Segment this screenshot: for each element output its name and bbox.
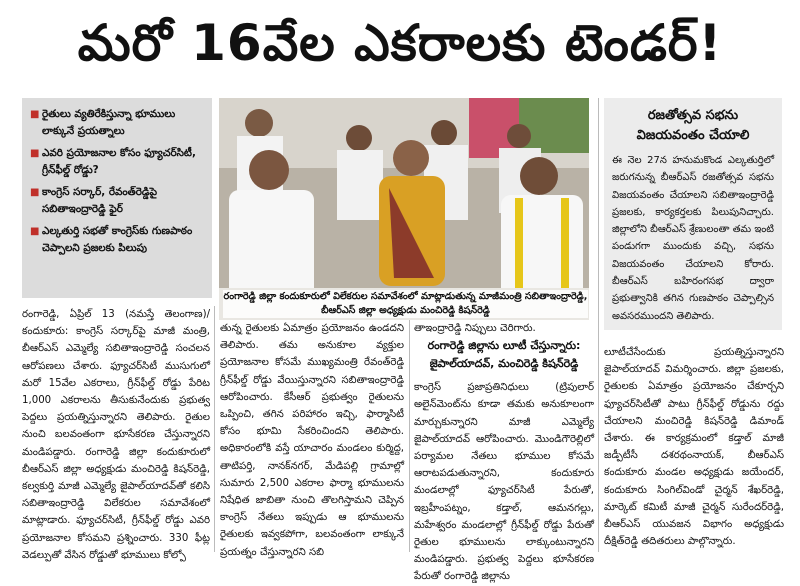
article-subheading: రంగారెడ్డి జిల్లాను లూటీ చేస్తున్నారు: జైపాల్‌యాదవ్, మంచిరెడ్డి కిషన్‌రెడ్డి	[427, 339, 581, 371]
bullet-square-icon: ■	[30, 226, 40, 237]
bullet-square-icon: ■	[30, 148, 40, 159]
sidebar-box	[604, 98, 782, 330]
press-meet-photo-image	[219, 98, 589, 320]
column-divider	[598, 98, 599, 552]
highlight-text: రైతులు వ్యతిరేకిస్తున్నా భూములు లాక్కునే ప్రయత్నాలు	[42, 108, 176, 137]
article-column-3	[414, 320, 594, 583]
highlight-item	[30, 223, 204, 257]
headline: మరో 16వేల ఎకరాలకు టెండర్!	[77, 14, 723, 72]
highlight-item	[30, 145, 204, 179]
highlight-text: ఎవరి ప్రయోజనాల కోసం ఫ్యూచర్‌సిటీ, గ్రీన్‌ఫీల్డ్ రోడ్డు?	[42, 147, 196, 176]
bullet-square-icon: ■	[30, 187, 40, 198]
highlight-item	[30, 106, 204, 140]
article-column-3-top: తాఇంద్రారెడ్డి నిప్పులు చెరిగారు.	[414, 323, 536, 334]
highlight-text: కాంగ్రెస్ సర్కార్, రేవంత్‌రెడ్డిపై సబితాఇంద్రారెడ్డి ఫైర్	[42, 186, 157, 215]
article-column-4: లూటీచేసేందుకు ప్రయత్నిస్తున్నారని జైపాల్‌యాదవ్ విమర్శించారు. జిల్లా ప్రజలకు, రైతులకు ఏమాత్రం ప్రయోజనం చేకూర్చని ఫ్యూచర్‌సిటీతో పాటు గ్రీన్‌ఫీల్డ్ రోడ్డును రద్దు చేయాలని మంచిరెడ్డి కిషన్‌రెడ్డి డిమాండ్ చేశారు. ఈ కార్యక్రమంలో కడ్తాల్ మాజీ జడ్పీటీసీ దశరథంనాయక్, బీఆర్‌ఎస్ కందుకూరు మండల అధ్యక్షుడు జయేందర్, కందుకూరు సింగిల్‌విండో చైర్మన్ శేఖర్‌రెడ్డి, మార్కెట్ కమిటీ మాజీ చైర్మన్ సురేందర్‌రెడ్డి, బీఆర్‌ఎస్ యువజన విభాగం అధ్యక్షుడు దీక్షిత్‌రెడ్డి తదితరులు పాల్గొన్నారు.	[604, 347, 784, 548]
photo-caption: రంగారెడ్డి జిల్లా కందుకూరులో విలేకరుల సమావేశంలో మాట్లాడుతున్న మాజీమంత్రి సబితాఇంద్రారెడ్డి, బీఆర్‌ఎస్ జిల్లా అధ్యక్షుడు మంచిరెడ్డి కిషన్‌రెడ్డి	[223, 291, 588, 316]
article-column-3-body: కాంగ్రెస్ ప్రజాప్రతినిధులు (ట్రిపులార్ అలైన్‌మెంట్‌ను కూడా తమకు అనుకూలంగా మార్చుకున్నారని మాజీ ఎమ్మెల్యే జైపాల్‌యాదవ్ ఆరోపించారు. మొండిగౌరెల్లిలో పర్యామల నేతలు భూముల కోసమే ఆరాటపడుతున్నారని, కందుకూరు మండలాల్లో ఫ్యూచర్‌సిటీ పేరుతో, ఇబ్రహీంపట్నం, కడ్తాల్, ఆమనగల్లు, మహేశ్వరం మండలాల్లో గ్రీన్‌ఫీల్డ్ రోడ్డు పేరుతో రైతుల భూములను లాక్కుంటున్నారని మండిపడ్డారు. ప్రభుత్వ పెద్దలు భూసేకరణ పేరుతో రంగారెడ్డి జిల్లాను	[414, 382, 594, 583]
article-column-2: తున్న రైతులకు ఏమాత్రం ప్రయోజనం ఉండదని తెలిపారు. తమ అనుకూల వ్యక్తుల ప్రయోజనాల కోసమే ముఖ్యమంత్రి రేవంత్‌రెడ్డి గ్రీన్‌ఫీల్డ్ రోడ్డు వేయిస్తున్నారని సబితాఇంద్రారెడ్డి ఆరోపించారు. కేసీఆర్ ప్రభుత్వం రైతులను ఒప్పించి, తగిన పరిహారం ఇచ్చి, ఫార్మాసిటీ కోసం భూమి సేకరించిందని తెలిపారు. అధికారంలోకి వస్తే యాచారం మండలం కుర్మిద్ద, తాటిపర్తి, నానక్‌నగర్, మేడిపల్లి గ్రామాల్లో సుమారు 2,500 ఎకరాల ఫార్మా భూములను నిషేధిత జాబితా నుంచి తొలగిస్తామని చెప్పిన కాంగ్రెస్ నేతలు ఇప్పుడు ఆ భూములను రైతులకు ఇవ్వకపోగా, బలవంతంగా లాక్కునే ప్రయత్నం చేస్తున్నారని సబి	[220, 323, 404, 558]
press-meet-photo	[219, 98, 589, 320]
highlight-text: ఎల్కతుర్తి సభతో కాంగ్రెస్‌కు గుణపాఠం చెప్పాలని ప్రజలకు పిలుపు	[42, 225, 193, 254]
highlight-item	[30, 184, 204, 218]
bullet-square-icon: ■	[30, 109, 40, 120]
highlights-box	[22, 98, 212, 298]
column-divider	[214, 306, 215, 552]
sidebar-title: రజతోత్సవ సభను విజయవంతం చేయాలి	[636, 108, 750, 143]
article-column-1: రంగారెడ్డి, ఏప్రిల్ 13 (నమస్తే తెలంగాణ)/కందుకూరు: కాంగ్రెస్ సర్కార్‌పై మాజీ మంత్రి, బీఆర్‌ఎస్ ఎమ్మెల్యే సబితాఇంద్రారెడ్డి సంచలన ఆరోపణలు చేశారు. ఫ్యూచర్‌సిటీ ముసుగులో మరో 15వేల ఎకరాలు, గ్రీన్‌ఫీల్డ్ రోడ్డు పేరిట 1,000 ఎకరాలను తీసుకునేందుకు ప్రభుత్వ పెద్దలు ప్రయత్నిస్తున్నారని తెలిపారు. రైతుల నుంచి బలవంతంగా భూసేకరణ చేస్తున్నారని మండిపడ్డారు. రంగారెడ్డి జిల్లా కందుకూరులో బీఆర్‌ఎస్ జిల్లా అధ్యక్షుడు మంచిరెడ్డి కిషన్‌రెడ్డి, కల్వకుర్తి మాజీ ఎమ్మెల్యే జైపాల్‌యాదవ్‌తో కలిసి సబితాఇంద్రారెడ్డి విలేకరుల సమావేశంలో మాట్లాడారు. ఫ్యూచర్‌సిటీ, గ్రీన్‌ఫీల్డ్ రోడ్డు ఎవరి ప్రయోజనాల కోసమని ప్రశ్నించారు. 330 ఫీట్ల వెడల్పుతో వేసిన రోడ్డుతో భూములు కోల్పో	[22, 309, 210, 561]
column-divider	[409, 320, 410, 552]
sidebar-body: ఈ నెల 27న హనుమకొండ ఎల్కతుర్తిలో జరుగనున్న బీఆర్‌ఎస్ రజతోత్సవ సభను విజయవంతం చేయాలని సబితాఇంద్రారెడ్డి ప్రజలకు, కార్యకర్తలకు పిలుపునిచ్చారు. జిల్లాలోని బీఆర్‌ఎస్ శ్రేణులంతా తమ ఇంటి పండుగగా ముందుకు వచ్చి, సభను విజయవంతం చేయాలని కోరారు. బీఆర్‌ఎస్ బహిరంగసభ ద్వారా ప్రభుత్వానికి తగిన గుణపాఠం చెప్పాల్సిన అవసరముందని తెలిపారు.	[612, 155, 774, 322]
